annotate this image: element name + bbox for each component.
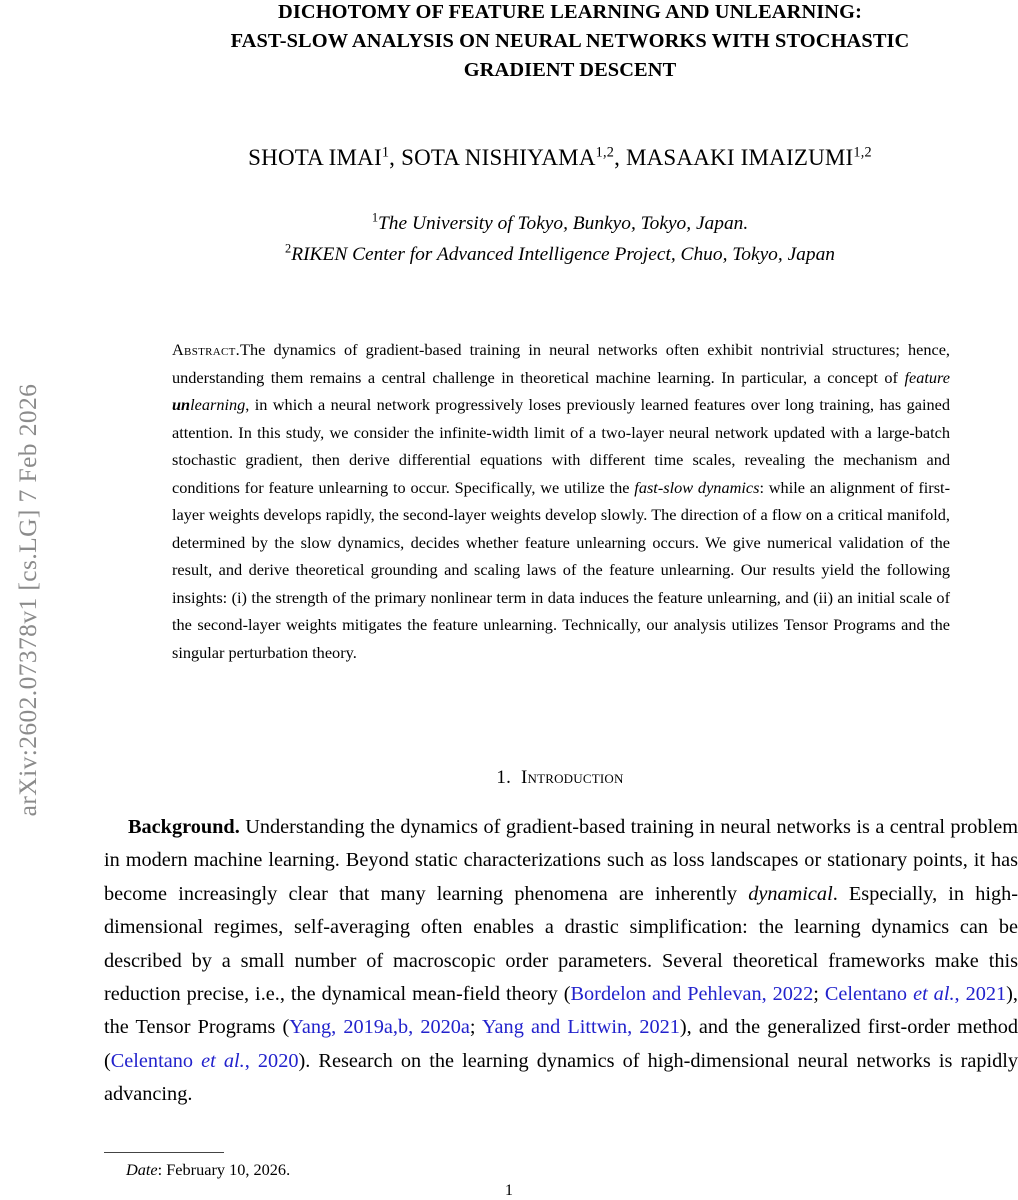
footnote-label: Date <box>126 1160 158 1179</box>
affiliation-text-2: RIKEN Center for Advanced Intelligence Project, Chuo, Tokyo, Japan <box>291 244 835 265</box>
paragraph-lead-in: Background. <box>128 816 240 838</box>
citation-link-bordelon-pehlevan-2022[interactable]: Bordelon and Pehlevan, 2022 <box>570 983 814 1006</box>
citation-year-celentano-2020: , 2020 <box>244 1049 299 1072</box>
author-separator-1: , <box>389 145 402 170</box>
citation-link-yang-2019-2020[interactable]: Yang, 2019a,b, 2020a <box>289 1016 470 1039</box>
author-name-1: SHOTA IMAI <box>248 145 382 170</box>
intro-emphasis-dynamical: dynamical <box>748 882 833 905</box>
author-affil-mark-2: 1,2 <box>595 144 615 161</box>
intro-text-4: ), the Tensor Programs ( <box>104 983 1018 1039</box>
affiliation-list <box>120 208 1000 270</box>
intro-text-5: ; <box>469 1016 482 1039</box>
citation-link-celentano-2021[interactable] <box>825 983 1006 1005</box>
abstract-part-2: , in which a neural network progressively loses previously learned features over long training, has gained attention. In this study, we consider the infinite-width limit of a two-layer neural network updated with a large-batch stochastic gradient, then derive differential equations with different time scales, revealing the mechanism and conditions for feature unlearning to occur. Specifically, we utilize the <box>172 395 950 497</box>
affiliation-1 <box>120 208 1000 239</box>
section-number: 1. <box>496 767 512 788</box>
intro-text-3: ; <box>813 983 825 1006</box>
citation-etal-celentano-2021: et al. <box>913 983 955 1006</box>
citation-link-celentano-2020[interactable] <box>111 1050 299 1072</box>
author-name-2: SOTA NISHIYAMA <box>401 145 596 170</box>
citation-link-yang-littwin-2021[interactable]: Yang and Littwin, 2021 <box>481 1016 680 1039</box>
affiliation-2 <box>120 239 1000 270</box>
affiliation-mark-2: 2 <box>285 241 292 256</box>
intro-text-6: ), and the generalized first-order method ( <box>104 1016 1018 1072</box>
affiliation-mark-1: 1 <box>371 210 379 225</box>
introduction-paragraph <box>104 811 1018 1112</box>
author-list <box>120 143 1000 173</box>
citation-year-celentano-2021: , 2021 <box>954 983 1007 1006</box>
title-line-1: DICHOTOMY OF FEATURE LEARNING AND UNLEARNING: <box>278 1 862 23</box>
abstract-label: Abstract. <box>172 340 241 359</box>
section-title: Introduction <box>520 767 624 788</box>
abstract-part-3: : while an alignment of first-layer weights develops rapidly, the second-layer weights develop slowly. The direction of a flow on a critical manifold, determined by the slow dynamics, decides whether feature unlearning occurs. We give numerical validation of the result, and derive theoretical grounding and scaling laws of the feature unlearning. Our results yield the following insights: (i) the strength of the primary nonlinear term in data induces the feature unlearning, and (ii) an initial scale of the second-layer weights mitigates the feature unlearning. Technically, our analysis utilizes Tensor Programs and the singular perturbation theory. <box>172 477 950 663</box>
author-affil-mark-3: 1,2 <box>853 144 872 161</box>
author-name-3: MASAAKI IMAIZUMI <box>625 145 854 170</box>
footnote-date <box>104 1158 604 1182</box>
title-line-2: FAST-SLOW ANALYSIS ON NEURAL NETWORKS WITH STOCHASTIC <box>230 30 910 52</box>
arxiv-stamp-text: arXiv:2602.07378v1 [cs.LG] 7 Feb 2026 <box>13 383 42 817</box>
title-line-3: GRADIENT DESCENT <box>463 59 677 81</box>
affiliation-text-1: The University of Tokyo, Bunkyo, Tokyo, Japan. <box>378 213 749 234</box>
page-title <box>180 0 960 85</box>
abstract-emphasis-feature: feature <box>904 367 950 387</box>
page-number: 1 <box>504 1180 514 1199</box>
abstract-emphasis-fast-slow: fast-slow dynamics <box>634 477 760 497</box>
abstract-emphasis-un: un <box>172 395 191 415</box>
intro-text-7: ). Research on the learning dynamics of high-dimensional neural networks is rapidly advancing. <box>104 1049 1018 1106</box>
footnote-divider <box>104 1152 224 1153</box>
intro-text-2: . Especially, in high-dimensional regimes, self-averaging often enables a drastic simplification: the learning dynamics can be described by a small number of macroscopic order parameters. Several theoretical frameworks make this reduction precise, i.e., the dynamical mean-field theory ( <box>104 882 1018 1006</box>
abstract-block <box>172 336 950 667</box>
footnote-value: : February 10, 2026. <box>157 1160 291 1179</box>
citation-author-celentano-2021: Celentano <box>824 983 914 1006</box>
author-separator-2: , <box>614 145 626 170</box>
author-affil-mark-1: 1 <box>381 144 390 161</box>
abstract-emphasis-learning: learning <box>190 395 246 415</box>
citation-author-celentano-2020: Celentano <box>110 1049 202 1072</box>
abstract-part-1: The dynamics of gradient-based training in neural networks often exhibit nontrivial structures; hence, understanding them remains a central challenge in theoretical machine learning. In particular, a concept of <box>172 340 950 387</box>
section-heading-introduction <box>120 767 1000 789</box>
citation-etal-celentano-2020: et al. <box>201 1049 245 1072</box>
intro-text-1: Understanding the dynamics of gradient-based training in neural networks is a central problem in modern machine learning. Beyond static characterizations such as loss landscapes or stationary points, it has become increasingly clear that many learning phenomena are inherently <box>104 816 1018 905</box>
